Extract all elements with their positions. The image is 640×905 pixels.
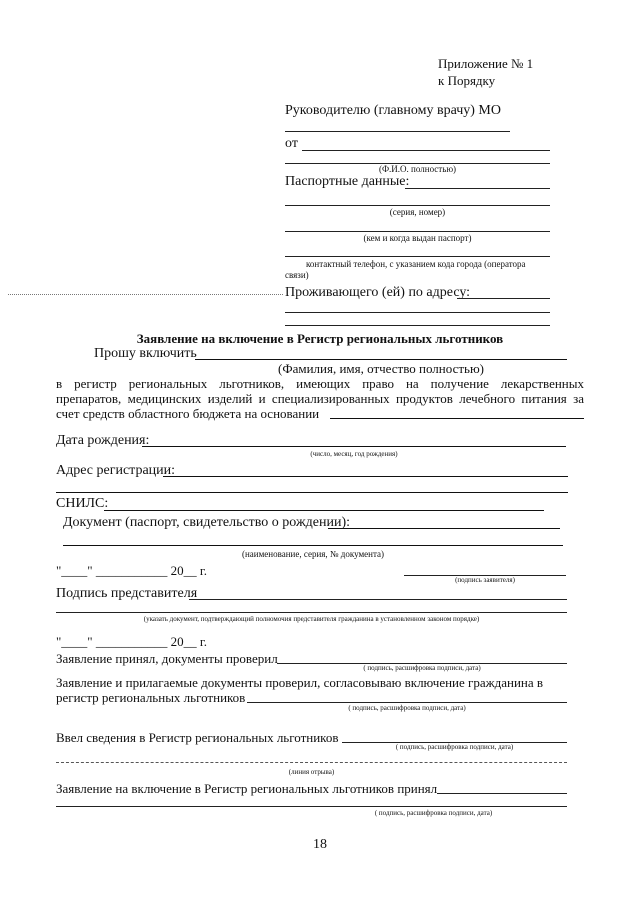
passport-line-1 (405, 188, 550, 189)
birth-line (142, 446, 566, 447)
rep-sign-line-2 (56, 612, 567, 613)
page-number: 18 (313, 837, 327, 852)
document-line-2 (63, 545, 563, 546)
passport-line-2 (285, 205, 550, 206)
from-label: от (285, 136, 298, 151)
received-line-1 (437, 793, 567, 794)
basis-line (330, 418, 584, 419)
phone-caption-2: связи) (285, 270, 309, 280)
snils-label: СНИЛС: (56, 496, 109, 511)
request-name-line (195, 359, 567, 360)
reg-address-label: Адрес регистрации: (56, 463, 176, 478)
sign-caption-1: ( подпись, расшифровка подписи, дата) (363, 664, 481, 672)
issued-caption: (кем и когда выдан паспорт) (363, 233, 472, 243)
snils-line (104, 510, 544, 511)
document-title: Заявление на включение в Регистр региональных льготников (136, 331, 504, 346)
date-1: "____" ___________ 20__ г. (56, 563, 207, 578)
appendix-line-1: Приложение № 1 (438, 56, 534, 71)
entered-label: Ввел сведения в Регистр региональных льготников (56, 730, 339, 745)
date-2: "____" ___________ 20__ г. (56, 634, 207, 649)
received-line-2 (56, 806, 567, 807)
recipient-title: Руководителю (главному врачу) МО (285, 103, 501, 118)
address-label: Проживающего (ей) по адресу: (285, 285, 471, 300)
passport-label: Паспортные данные: (285, 174, 410, 189)
sign-caption-2: ( подпись, расшифровка подписи, дата) (348, 704, 466, 712)
reg-address-line-2 (56, 492, 568, 493)
rep-caption: (указать документ, подтверждающий полномочия представителя гражданина в установленном законом порядке) (143, 615, 480, 623)
paragraph-line-3: счет средств областного бюджета на основании (56, 406, 320, 421)
document-caption: (наименование, серия, № документа) (241, 549, 385, 559)
address-line-3 (285, 325, 550, 326)
series-caption: (серия, номер) (389, 207, 446, 217)
address-line-2 (285, 312, 550, 313)
fio-caption: (Ф.И.О. полностью) (378, 164, 457, 174)
checked-sign-line (247, 702, 567, 703)
applicant-sign-caption: (подпись заявителя) (455, 576, 515, 584)
rep-sign-line-1 (189, 599, 567, 600)
cut-dotted-line (8, 294, 283, 295)
request-label: Прошу включить (94, 346, 197, 361)
paragraph-line-2: препаратов, медицинских изделий и специализированных продуктов лечебного питания за (56, 391, 584, 406)
issued-line (285, 231, 550, 232)
tear-caption: (линия отрыва) (288, 768, 335, 776)
checked-line-1: Заявление и прилагаемые документы проверил, согласовываю включение гражданина в (56, 675, 544, 690)
recipient-line (285, 131, 510, 132)
from-line-1 (302, 150, 550, 151)
received-label: Заявление на включение в Регистр региональных льготников принял (56, 781, 438, 796)
rep-sign-label: Подпись представителя (56, 586, 198, 601)
appendix-line-2: к Порядку (438, 73, 496, 88)
birth-label: Дата рождения: (56, 433, 150, 448)
document-label: Документ (паспорт, свидетельство о рождении): (63, 515, 350, 530)
phone-caption-1: контактный телефон, с указанием кода города (оператора (306, 259, 526, 269)
address-line-1 (457, 298, 550, 299)
tear-line (56, 762, 567, 763)
fio-full-caption: (Фамилия, имя, отчество полностью) (277, 361, 484, 376)
document-line-1 (328, 528, 560, 529)
reg-address-line-1 (163, 476, 568, 477)
sign-caption-4: ( подпись, расшифровка подписи, дата) (374, 809, 493, 817)
checked-line-2: регистр региональных льготников (56, 690, 246, 705)
paragraph-line-1: в регистр региональных льготников, имеющих право на получение лекарственных (56, 376, 584, 391)
sign-caption-3: ( подпись, расшифровка подписи, дата) (395, 743, 514, 751)
phone-line (285, 256, 550, 257)
birth-caption: (число, месяц, год рождения) (310, 450, 398, 458)
accepted-label: Заявление принял, документы проверил (56, 651, 278, 666)
